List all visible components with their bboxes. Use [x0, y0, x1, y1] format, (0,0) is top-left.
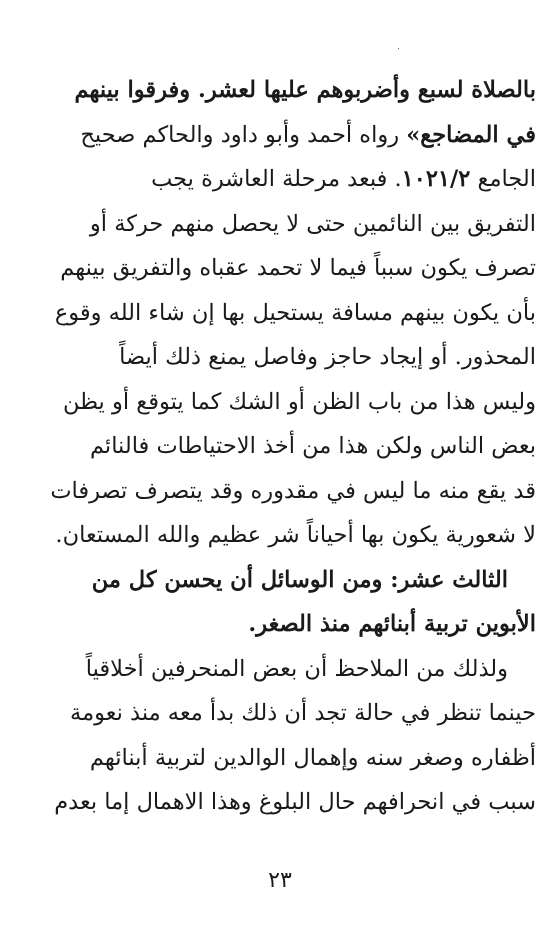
- text-segment: وليس هذا من باب الظن أو الشك كما يتوقع أو يظن: [62, 388, 536, 415]
- text-line: [24, 380, 536, 425]
- bold-text-segment: ١٠٢١/٢: [401, 166, 471, 192]
- text-line: [24, 691, 536, 736]
- text-segment: بعض الناس ولكن هذا من أخذ الاحتياطات فالنائم: [89, 433, 536, 459]
- text-segment: حينما تنظر في حالة تجد أن ذلك بدأ معه منذ نعومة: [70, 700, 536, 726]
- scan-speck: [398, 48, 399, 49]
- text-line: [24, 736, 536, 781]
- text-segment: الجامع: [470, 166, 536, 192]
- text-line: [24, 558, 536, 603]
- text-line: [24, 424, 536, 469]
- text-segment: المحذور. أو إيجاد حاجز وفاصل يمنع ذلك أيضاً: [119, 344, 536, 370]
- text-segment: . فبعد مرحلة العاشرة يجب: [151, 166, 402, 192]
- text-segment: ولذلك من الملاحظ أن بعض المنحرفين أخلاقياً: [85, 655, 508, 682]
- page-number: ٢٣: [268, 868, 292, 893]
- text-segment: تصرف يكون سبباً فيما لا تحمد عقباه والتفريق بينهم: [60, 255, 536, 281]
- text-line: [24, 291, 536, 336]
- text-segment: رواه أحمد وأبو داود والحاكم صحيح: [80, 121, 407, 148]
- text-line: [24, 647, 536, 692]
- text-segment: قد يقع منه ما ليس في مقدوره وقد يتصرف تصرفات: [50, 477, 536, 504]
- text-segment: أظفاره وصغر سنه وإهمال الوالدين لتربية أبنائهم: [89, 744, 536, 771]
- text-line: [24, 157, 536, 202]
- text-line: [24, 246, 536, 291]
- text-segment: التفريق بين النائمين حتى لا يحصل منهم حركة أو: [89, 210, 536, 237]
- text-line: [24, 780, 536, 825]
- text-line: [24, 68, 536, 113]
- text-line: [24, 335, 536, 380]
- body-text: [24, 68, 536, 825]
- text-segment: لا شعورية يكون بها أحياناً شر عظيم والله المستعان.: [55, 522, 536, 548]
- text-line: [24, 513, 536, 558]
- bold-text-segment: الأبوين تربية أبنائهم منذ الصغر.: [248, 611, 536, 637]
- text-segment: بأن يكون بينهم مسافة يستحيل بها إن شاء الله وقوع: [54, 299, 536, 326]
- bold-text-segment: في المضاجع»: [406, 121, 536, 148]
- text-line: [24, 202, 536, 247]
- bold-text-segment: بالصلاة لسبع وأضربوهم عليها لعشر. وفرقوا بينهم: [74, 77, 536, 103]
- bold-text-segment: الثالث عشر: ومن الوسائل أن يحسن كل من: [91, 566, 508, 593]
- text-segment: سبب في انحرافهم حال البلوغ وهذا الاهمال إما بعدم: [54, 789, 536, 815]
- text-line: [24, 469, 536, 514]
- text-line: [24, 113, 536, 158]
- text-line: [24, 602, 536, 647]
